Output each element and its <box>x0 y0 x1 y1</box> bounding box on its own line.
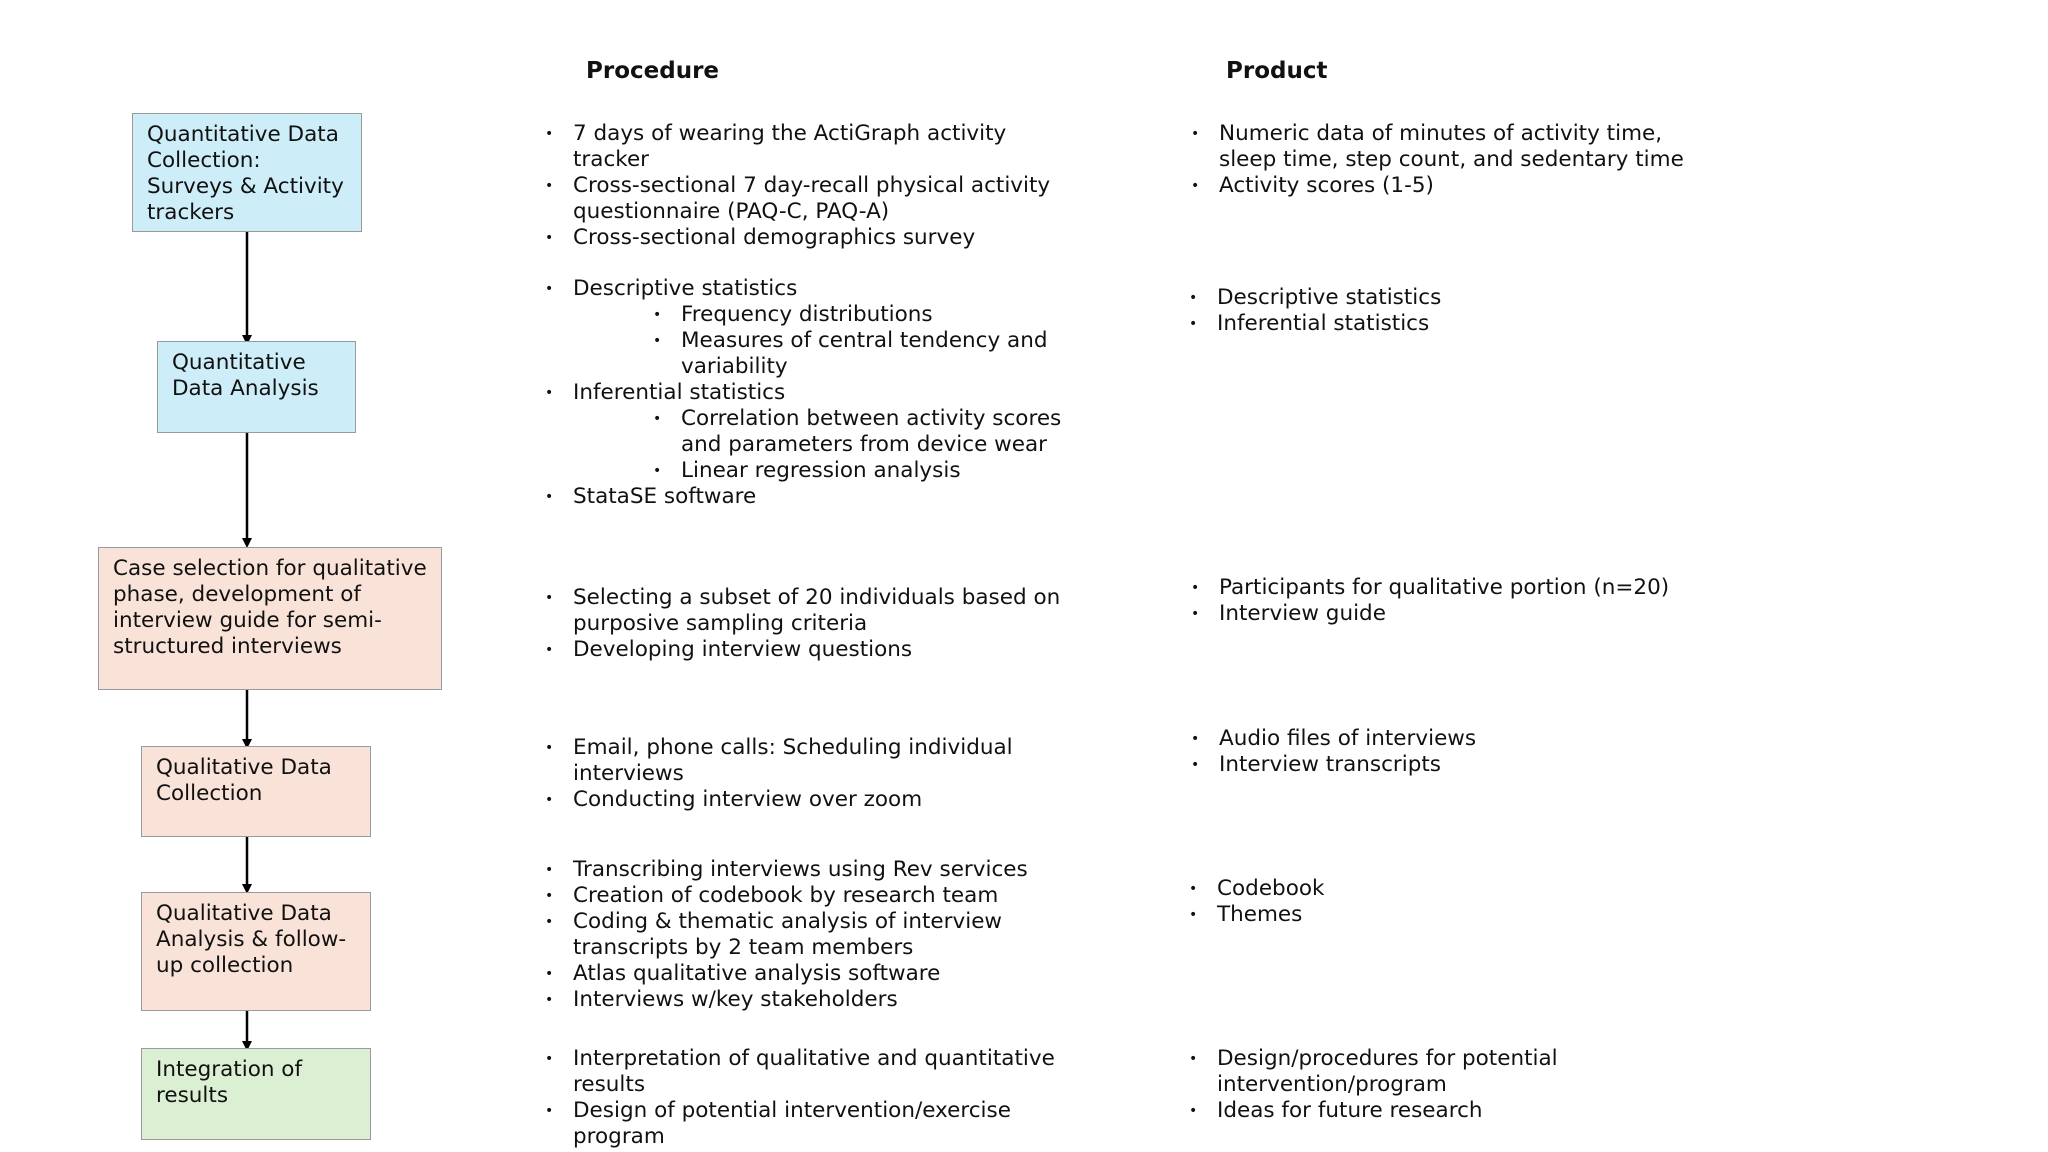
step-box-integration-of-results <box>141 1048 371 1140</box>
procedure-list-step-6 <box>543 1046 1063 1150</box>
procedure-item <box>543 380 1063 484</box>
procedure-item: • 7 days of wearing the ActiGraph activity tracker <box>543 121 1063 173</box>
product-item: • Participants for qualitative portion (n=20) <box>1189 575 1749 601</box>
procedure-item: • Creation of codebook by research team <box>543 883 1063 909</box>
step-box-qualitative-data-collection <box>141 746 371 837</box>
procedure-subitem: • Correlation between activity scores and parameters from device wear <box>651 406 1063 458</box>
step-box-qualitative-data-analysis <box>141 892 371 1011</box>
procedure-list-step-4 <box>543 735 1063 813</box>
procedure-item <box>543 276 1063 380</box>
product-item: • Themes <box>1187 902 1707 928</box>
step-label: Integration of results <box>156 1057 303 1108</box>
procedure-item: • Cross-sectional 7 day-recall physical activity questionnaire (PAQ-C, PAQ-A) <box>543 173 1063 225</box>
procedure-sublist <box>573 406 1063 484</box>
procedure-list-step-5 <box>543 857 1063 1013</box>
procedure-sublist <box>573 302 1063 380</box>
product-item: • Audio files of interviews <box>1189 726 1709 752</box>
procedure-list-step-3 <box>543 585 1063 663</box>
product-list-step-4 <box>1189 726 1709 778</box>
procedure-item: • Developing interview questions <box>543 637 1063 663</box>
product-list-step-1 <box>1189 121 1709 199</box>
step-label: Case selection for qualitative phase, development of interview guide for semi-structured interviews <box>113 556 427 659</box>
step-label: Qualitative Data Analysis & follow-up collection <box>156 901 347 978</box>
procedure-item: • Atlas qualitative analysis software <box>543 961 1063 987</box>
product-list-step-2 <box>1187 285 1707 337</box>
product-item: • Numeric data of minutes of activity time, sleep time, step count, and sedentary time <box>1189 121 1709 173</box>
product-item: • Interview transcripts <box>1189 752 1709 778</box>
step-label: Quantitative Data Collection: Surveys & Activity trackers <box>147 122 344 225</box>
product-list-step-5 <box>1187 876 1707 928</box>
product-item: • Interview guide <box>1189 601 1749 627</box>
procedure-list-step-1 <box>543 121 1063 251</box>
procedure-item: • Email, phone calls: Scheduling individual interviews <box>543 735 1063 787</box>
procedure-item: • Design of potential intervention/exercise program <box>543 1098 1063 1150</box>
procedure-header: Procedure <box>586 58 720 84</box>
product-item: • Inferential statistics <box>1187 311 1707 337</box>
procedure-item: • Transcribing interviews using Rev services <box>543 857 1063 883</box>
product-item: • Descriptive statistics <box>1187 285 1707 311</box>
product-item: • Codebook <box>1187 876 1707 902</box>
product-item: • Design/procedures for potential intervention/program <box>1187 1046 1707 1098</box>
product-list-step-3 <box>1189 575 1749 627</box>
product-item: • Activity scores (1-5) <box>1189 173 1709 199</box>
procedure-subitem: • Frequency distributions <box>651 302 1063 328</box>
step-box-quantitative-data-collection <box>132 113 362 232</box>
procedure-item: • Coding & thematic analysis of interview transcripts by 2 team members <box>543 909 1063 961</box>
procedure-item: • Interviews w/key stakeholders <box>543 987 1063 1013</box>
procedure-item-text: Descriptive statistics <box>573 276 798 301</box>
procedure-item: • Cross-sectional demographics survey <box>543 225 1063 251</box>
step-label: Qualitative Data Collection <box>156 755 332 806</box>
procedure-item: • Selecting a subset of 20 individuals based on purposive sampling criteria <box>543 585 1063 637</box>
procedure-item: • StataSE software <box>543 484 1063 510</box>
product-list-step-6 <box>1187 1046 1707 1124</box>
procedure-item: • Interpretation of qualitative and quantitative results <box>543 1046 1063 1098</box>
step-box-quantitative-data-analysis <box>157 341 356 433</box>
procedure-subitem: • Linear regression analysis <box>651 458 1063 484</box>
procedure-list-step-2 <box>543 276 1063 510</box>
procedure-subitem: • Measures of central tendency and variability <box>651 328 1063 380</box>
procedure-item-text: Inferential statistics <box>573 380 786 405</box>
product-header: Product <box>1226 58 1328 84</box>
step-label: Quantitative Data Analysis <box>172 350 319 401</box>
step-box-case-selection <box>98 547 442 690</box>
procedure-item: • Conducting interview over zoom <box>543 787 1063 813</box>
product-item: • Ideas for future research <box>1187 1098 1707 1124</box>
